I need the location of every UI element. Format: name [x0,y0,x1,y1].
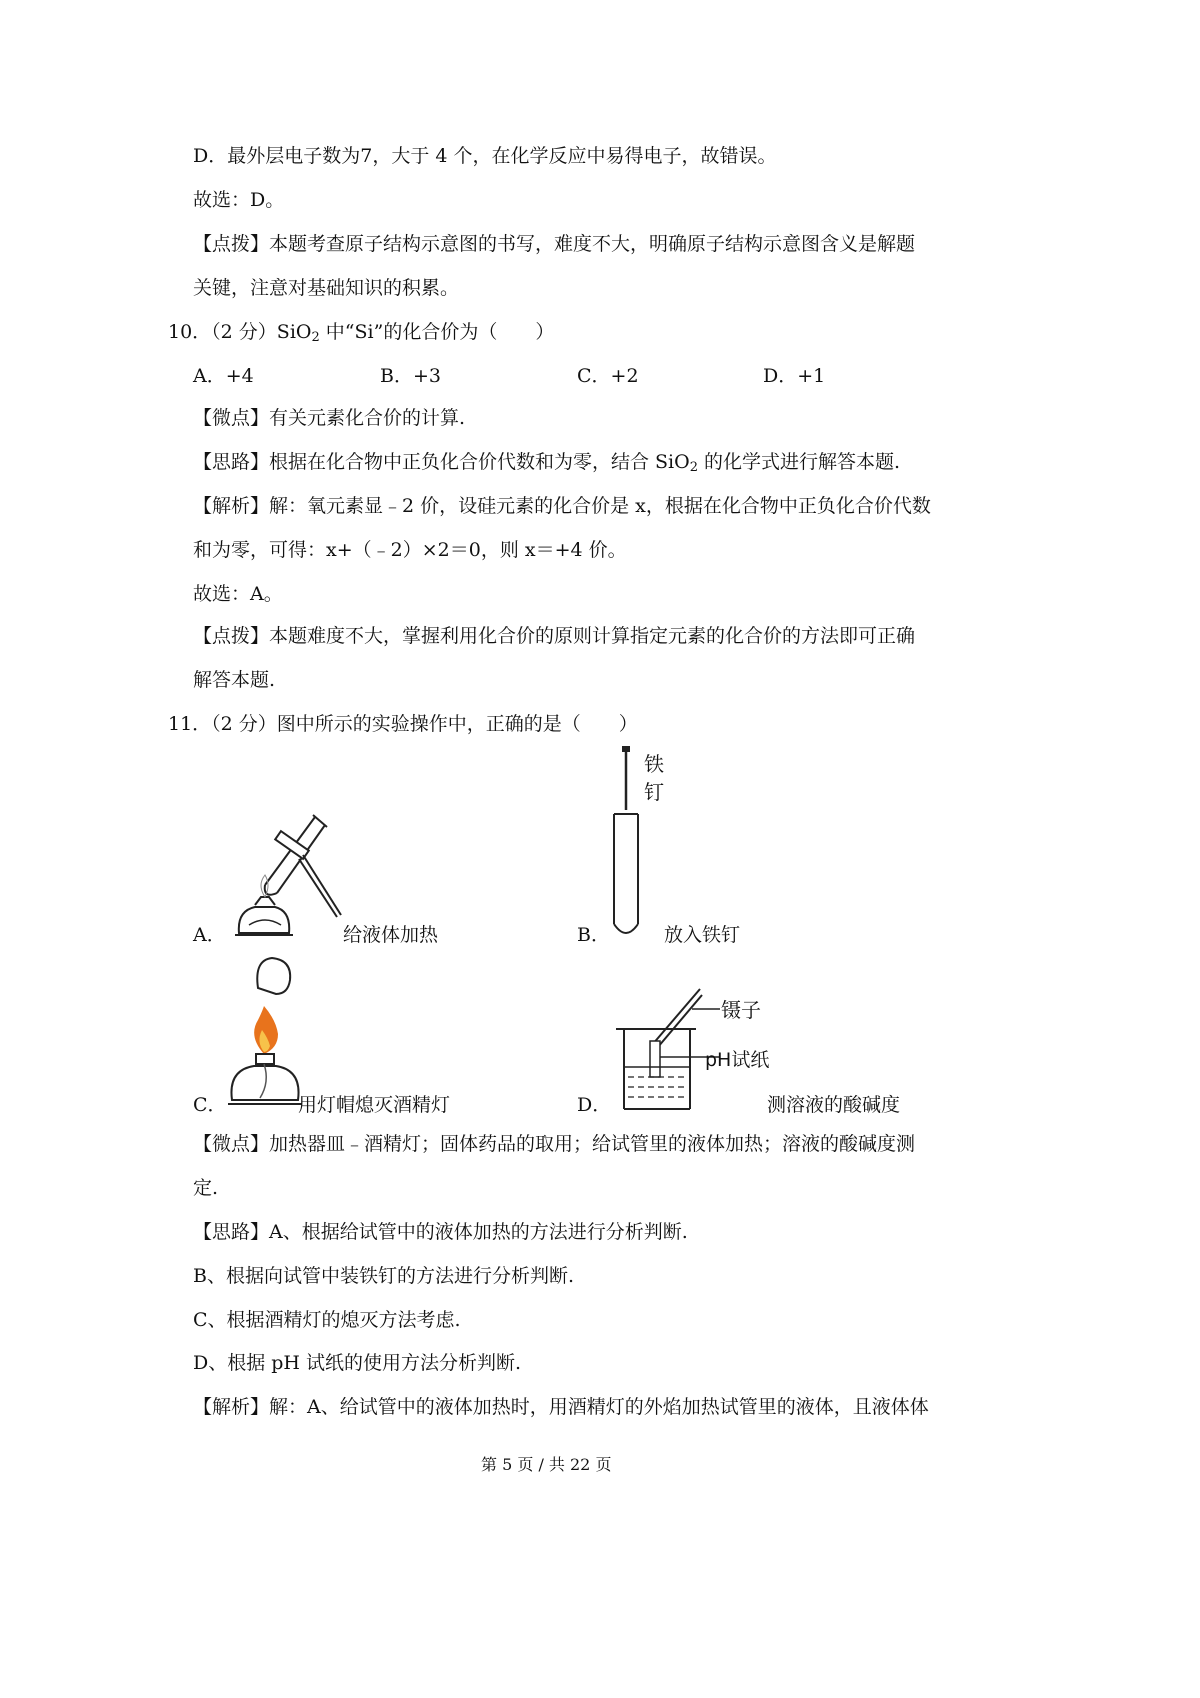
q10-stem-pre: 10．（2 分）SiO [168,321,312,343]
q10-stem [168,320,554,344]
q10-option-d: D．+1 [763,365,826,387]
q11-analysis-line1: 【解析】解：A、给试管中的液体加热时，用酒精灯的外焰加热试管里的液体，且液体体 [193,1396,929,1418]
q10-analysis-line2: 和为零，可得：x+（﹣2）×2＝0，则 x＝+4 价。 [193,539,627,561]
q11-option-a-caption: 给液体加热 [343,924,439,946]
q10-tip-line1: 【点拨】本题难度不大，掌握利用化合价的原则计算指定元素的化合价的方法即可正确 [193,625,916,647]
q10-idea [193,450,900,474]
q10-stem-post: 中“Si”的化合价为（ ） [319,321,555,343]
figure-b-label-1: 铁 [644,752,664,776]
q11-idea-line3: C、根据酒精灯的熄灭方法考虑. [193,1309,461,1331]
q11-idea-line2: B、根据向试管中装铁钉的方法进行分析判断. [193,1265,575,1287]
figure-a-heating-liquid [225,805,350,945]
figure-b-label-2: 钉 [644,780,664,804]
q11-option-d-caption: 测溶液的酸碱度 [767,1094,901,1116]
q11-option-c-letter: C． [193,1094,227,1116]
q11-option-b-letter: B． [577,924,610,946]
figure-c-alcohol-lamp-cap [226,950,306,1115]
q9-tip-line2: 关键，注意对基础知识的积累。 [193,277,460,299]
q9-option-d: D．最外层电子数为7，大于 4 个，在化学反应中易得电子，故错误。 [193,145,777,167]
q10-stem-sub: 2 [311,330,320,345]
q11-idea-line1: 【思路】A、根据给试管中的液体加热的方法进行分析判断. [193,1221,688,1243]
q10-option-b: B．+3 [380,365,441,387]
q11-option-b-caption: 放入铁钉 [664,924,741,946]
q11-option-a-letter: A． [193,924,226,946]
q10-idea-sub: 2 [689,460,698,475]
q11-idea-line4: D、根据 pH 试纸的使用方法分析判断. [193,1352,522,1374]
q10-analysis-line1: 【解析】解：氧元素显﹣2 价，设硅元素的化合价是 x，根据在化合物中正负化合价代数 [193,495,931,517]
q11-option-c-caption: 用灯帽熄灭酒精灯 [298,1094,451,1116]
page-footer: 第 5 页 / 共 22 页 [481,1455,612,1474]
q10-idea-pre: 【思路】根据在化合物中正负化合价代数和为零，结合 SiO [193,451,690,473]
q10-option-c: C．+2 [577,365,639,387]
q10-option-a: A．+4 [193,365,254,387]
q10-tip-line2: 解答本题. [193,669,276,691]
q10-answer: 故选：A。 [193,583,283,605]
q11-stem: 11．（2 分）图中所示的实验操作中，正确的是（ ） [168,713,638,735]
q11-point-line1: 【微点】加热器皿﹣酒精灯；固体药品的取用；给试管里的液体加热；溶液的酸碱度测 [193,1133,916,1155]
q11-point-line2: 定. [193,1177,219,1199]
q9-answer: 故选：D。 [193,189,285,211]
q11-option-d-letter: D． [577,1094,612,1116]
figure-d-label-tweezers: 镊子 [721,998,761,1022]
q10-idea-post: 的化学式进行解答本题. [698,451,901,473]
figure-d-label-ph-paper: pH试纸 [705,1049,770,1071]
q9-tip-line1: 【点拨】本题考查原子结构示意图的书写，难度不大，明确原子结构示意图含义是解题 [193,233,916,255]
q10-point: 【微点】有关元素化合价的计算. [193,407,466,429]
